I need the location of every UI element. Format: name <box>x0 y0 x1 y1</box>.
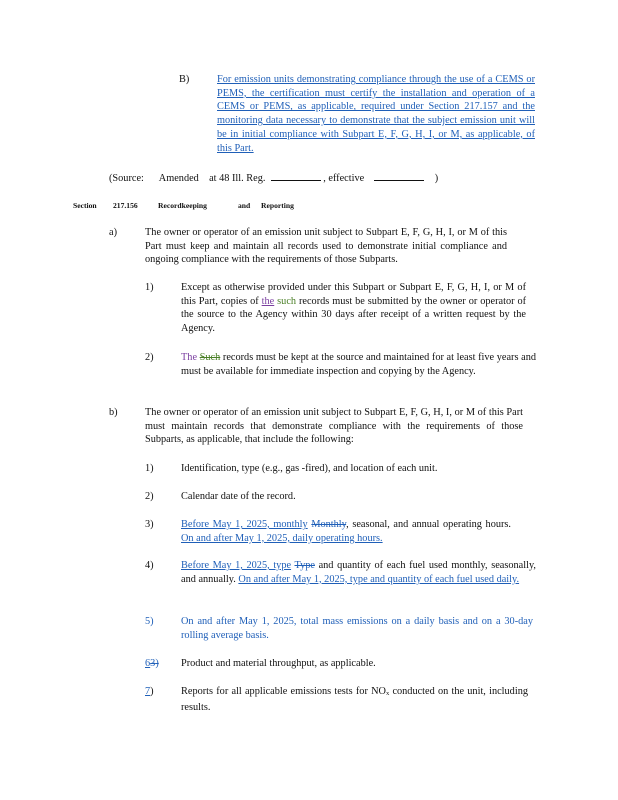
source-amended: Amended <box>158 173 199 184</box>
b5-marker: 5) <box>145 616 154 627</box>
b6-marker-deleted: 3 <box>150 658 156 669</box>
b4-inserted-1: Before May 1, 2025, type <box>181 560 292 571</box>
para-b-marker: b) <box>109 407 118 418</box>
b7-text <box>181 685 528 714</box>
para-a1-marker: 1) <box>145 282 154 293</box>
para-a-marker: a) <box>109 227 117 238</box>
b6-marker-inserted: 6 <box>145 658 151 669</box>
b6-text: Product and material throughput, as applicable. <box>181 658 376 669</box>
source-close: ) <box>434 173 439 184</box>
a2-text: records must be kept at the source and maintained for at least five years and must be available for immediate inspection and copying by the Agency. <box>181 352 536 377</box>
b7-marker-close: ) <box>150 686 154 697</box>
source-note <box>109 171 438 186</box>
b2-marker: 2) <box>145 491 154 502</box>
para-a-text: The owner or operator of an emission unit subject to Subpart E, F, G, H, I, or M of this Part must keep and maintain all records used to demonstrate initial compliance and ongoing compliance with the requirements of those Subparts. <box>145 227 507 266</box>
section-title-2: Reporting <box>261 201 294 210</box>
b4-text <box>181 559 536 586</box>
b4-deleted-type: Type <box>294 560 315 571</box>
effective-date-blank <box>374 171 424 181</box>
b7-text-post: conducted on the unit, including results. <box>181 686 528 713</box>
b7-text-pre: Reports for all applicable emissions tests for NO <box>181 686 386 697</box>
b7-marker <box>145 685 154 699</box>
para-B-marker: B) <box>179 74 190 85</box>
b1-marker: 1) <box>145 463 154 474</box>
section-number: 217.156 <box>113 201 138 210</box>
b5-text: On and after May 1, 2025, total mass emissions on a daily basis and on a 30-day rolling average basis. <box>181 616 533 641</box>
b4-body: and quantity of each fuel used monthly, seasonally, and annually. <box>181 560 536 585</box>
a1-text-post: records must be submitted by the owner or operator of the source to the Agency within 30 days after receipt of a written request by the Agency. <box>181 295 527 335</box>
b2-text: Calendar date of the record. <box>181 491 296 502</box>
b6-marker-close: ) <box>155 658 159 669</box>
b3-body: , seasonal, and annual operating hours. <box>346 519 512 530</box>
register-page-blank <box>271 171 321 181</box>
b3-inserted-2: On and after May 1, 2025, daily operating hours. <box>181 532 383 544</box>
source-open: (Source: <box>109 173 144 184</box>
para-a2-text <box>181 351 536 378</box>
para-a2-marker: 2) <box>145 352 154 363</box>
a1-such: such <box>277 295 297 307</box>
a1-inserted-the: the <box>261 295 275 307</box>
b4-marker: 4) <box>145 560 154 571</box>
section-title-1: Recordkeeping <box>158 201 207 210</box>
b3-marker: 3) <box>145 519 154 530</box>
para-b-text: The owner or operator of an emission unit subject to Subpart E, F, G, H, I, or M of this Part must maintain records that demonstrate compliance with the requirements of those Subparts, as applicable, that include the following: <box>145 407 523 446</box>
section-title-and: and <box>238 201 251 210</box>
b6-marker <box>145 657 159 671</box>
b3-inserted-1: Before May 1, 2025, monthly <box>181 519 308 530</box>
a1-text-pre: Except as otherwise provided under this Subpart or Subpart E, F, G, H, I, or M of this Part, copies of <box>181 282 526 307</box>
a2-inserted-the: The <box>181 352 198 363</box>
b1-text: Identification, type (e.g., gas -fired), and location of each unit. <box>181 463 438 474</box>
para-B-text: For emission units demonstrating compliance through the use of a CEMS or PEMS, the certification must certify the installation and operation of a CEMS or PEMS, as applicable, required under Section 217.157 and the monitoring data necessary to demonstrate that the subject emission unit will be in initial compliance with Subpart E, F, G, H, I, or M, as applicable, of this Part. <box>217 74 535 154</box>
b3-text <box>181 518 511 545</box>
b7-subscript: x <box>385 690 390 697</box>
source-register: at 48 Ill. Reg. <box>209 173 266 184</box>
para-a1-text <box>181 281 526 336</box>
b4-inserted-2: On and after May 1, 2025, type and quantity of each fuel used daily. <box>238 573 520 585</box>
source-effective: , effective <box>323 173 365 184</box>
b7-marker-inserted: 7 <box>145 686 151 697</box>
b3-deleted-monthly: Monthly <box>311 519 347 530</box>
a2-deleted-such: Such <box>199 352 221 363</box>
section-label: Section <box>73 201 97 210</box>
